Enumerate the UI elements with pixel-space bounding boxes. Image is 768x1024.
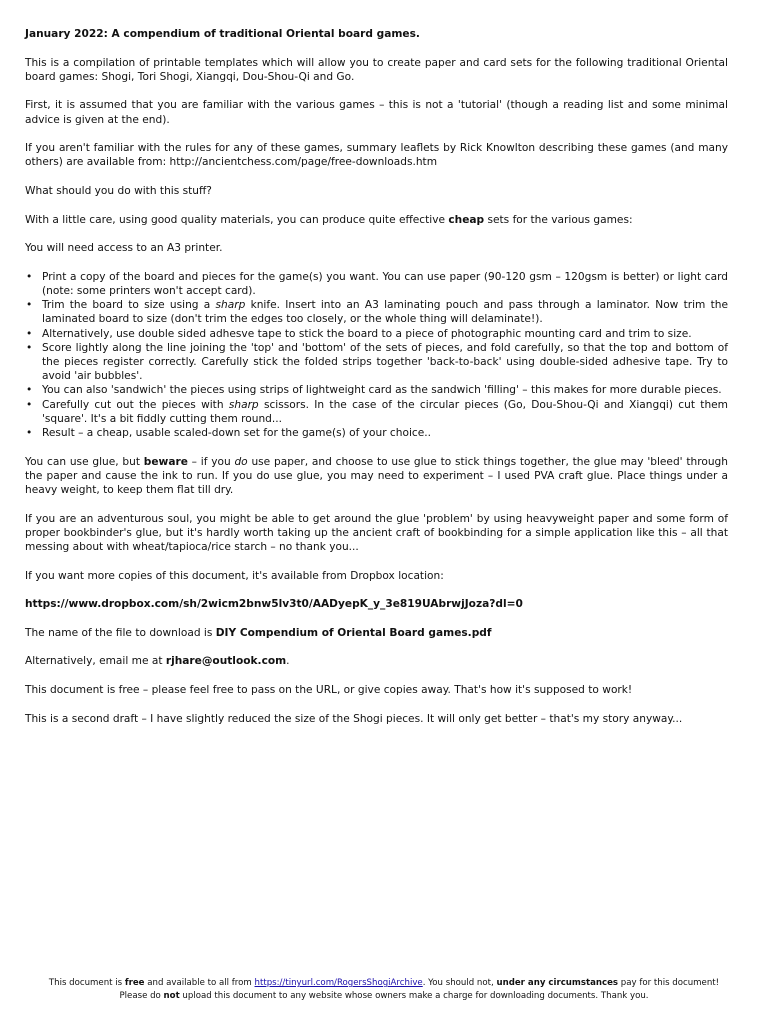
filename-paragraph: The name of the file to download is DIY Compendium of Oriental Board games.pdf	[25, 626, 492, 639]
cheap-emphasis: cheap	[448, 213, 485, 226]
intro-paragraph: This is a compilation of printable templates which will allow you to create paper and card sets for the following traditional Oriental board games: Shogi, Tori Shogi, Xiangqi, Dou-Shou-Qi and Go.	[25, 56, 728, 83]
list-item: • Print a copy of the board and pieces for the game(s) you want. You can use paper (90-120 gsm – 120gsm is better) or light card (note: some printers won't accept card).	[25, 270, 728, 298]
dropbox-url[interactable]: https://www.dropbox.com/sh/2wicm2bnw5lv3t0/AADyepK_y_3e819UAbrwjJoza?dl=0	[25, 598, 523, 611]
care-paragraph: With a little care, using good quality materials, you can produce quite effective cheap sets for the various games:	[25, 213, 633, 226]
glue-paragraph: You can use glue, but beware – if you do use paper, and choose to use glue to stick things together, the glue may 'bleed' through the paper and cause the ink to run. If you do use glue, you may need to experiment – I used PVA craft glue. Place things under a heavy weight, to keep them flat till dry.	[25, 455, 728, 496]
footer-line-1: This document is free and available to all from https://tinyurl.com/RogersShogiArchive. You should not, under any circumstances pay for this document!	[48, 978, 720, 988]
document-body	[25, 27, 728, 740]
document-title: January 2022: A compendium of traditional Oriental board games.	[25, 28, 420, 40]
list-item: • Carefully cut out the pieces with sharp scissors. In the case of the circular pieces (Go, Dou-Shou-Qi and Xiangqi) cut them 'square'. It's a bit fiddly cutting them round...	[25, 398, 728, 426]
draft-paragraph: This is a second draft – I have slightly reduced the size of the Shogi pieces. It will only get better – that's my story anyway...	[25, 712, 683, 725]
beware-emphasis: beware	[143, 455, 188, 468]
rules-paragraph: If you aren't familiar with the rules for any of these games, summary leaflets by Rick Knowlton describing these games (and many others) are available from: http://ancientchess.com/page/free-downloads.htm	[25, 142, 728, 169]
list-item: • Alternatively, use double sided adhesve tape to stick the board to a piece of photographic mounting card and trim to size.	[25, 327, 728, 341]
adventurous-paragraph: If you are an adventurous soul, you might be able to get around the glue 'problem' by using heavyweight paper and some form of proper bookbinder's glue, but it's hardly worth taking up the ancient craft of bookbinding for a simple application like this – all that messing about with wheat/tapioca/rice starch – no thank you...	[25, 512, 728, 553]
email-paragraph: Alternatively, email me at rjhare@outlook.com.	[25, 655, 290, 668]
instructions-list	[25, 270, 728, 440]
assumption-paragraph: First, it is assumed that you are familiar with the various games – this is not a 'tutorial' (though a reading list and some minimal advice is given at the end).	[25, 99, 728, 126]
list-item: • Trim the board to size using a sharp knife. Insert into an A3 laminating pouch and pass through a laminator. Now trim the laminated board to size (don't trim the edges too closely, or the whole thing will delaminate!).	[25, 298, 728, 326]
filename-emphasis: DIY Compendium of Oriental Board games.pdf	[215, 626, 492, 639]
printer-paragraph: You will need access to an A3 printer.	[25, 242, 223, 255]
footer-line-2: Please do not upload this document to any website whose owners make a charge for downloading documents. Thank you.	[119, 990, 649, 1001]
list-item: • Score lightly along the line joining the 'top' and 'bottom' of the sets of pieces, and fold carefully, so that the top and bottom of the pieces register correctly. Carefully stick the folded strips together 'back-to-back' using double-sided adhesive tape. Try to avoid 'air bubbles'.	[25, 341, 728, 384]
list-item: • Result – a cheap, usable scaled-down set for the game(s) of your choice..	[25, 426, 728, 440]
archive-link[interactable]: https://tinyurl.com/RogersShogiArchive	[254, 978, 423, 988]
copies-paragraph: If you want more copies of this document, it's available from Dropbox location:	[25, 569, 444, 582]
page-footer	[0, 977, 768, 1002]
question-paragraph: What should you do with this stuff?	[25, 184, 212, 197]
free-paragraph: This document is free – please feel free to pass on the URL, or give copies away. That's how it's supposed to work!	[25, 683, 633, 696]
list-item: • You can also 'sandwich' the pieces using strips of lightweight card as the sandwich 'filling' – this makes for more durable pieces.	[25, 383, 728, 397]
email-address[interactable]: rjhare@outlook.com	[165, 655, 287, 668]
